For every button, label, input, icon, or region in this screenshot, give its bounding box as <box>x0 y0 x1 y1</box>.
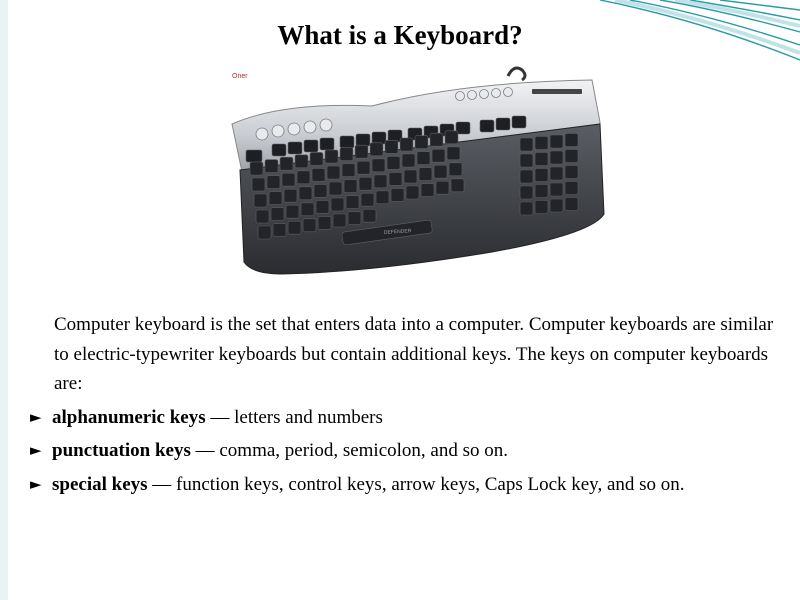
numpad-key <box>520 138 533 151</box>
bullet-arrow-icon: ► <box>30 441 42 459</box>
key <box>432 149 445 162</box>
key <box>359 177 372 190</box>
key <box>363 209 376 222</box>
numpad-key <box>550 167 563 180</box>
key <box>284 189 297 202</box>
key <box>357 161 370 174</box>
key <box>273 224 286 237</box>
keyboard-cable <box>508 68 525 80</box>
numpad-key <box>535 201 548 214</box>
key <box>421 184 434 197</box>
key <box>288 221 301 234</box>
key <box>301 203 314 216</box>
numpad-key <box>535 153 548 166</box>
key <box>344 180 357 193</box>
bullet-item <box>22 436 782 466</box>
key <box>346 196 359 209</box>
numpad-key <box>520 154 533 167</box>
key <box>376 191 389 204</box>
numpad-key <box>520 186 533 199</box>
key <box>406 186 419 199</box>
key <box>271 208 284 221</box>
key <box>333 214 346 227</box>
bullet-item <box>22 470 782 500</box>
key <box>295 155 308 168</box>
key <box>348 212 361 225</box>
key <box>447 147 460 160</box>
key <box>256 210 269 223</box>
key <box>318 216 331 229</box>
key <box>269 192 282 205</box>
key <box>445 131 458 144</box>
numpad-key <box>535 169 548 182</box>
key <box>361 193 374 206</box>
key <box>325 150 338 163</box>
numpad-key <box>550 135 563 148</box>
key <box>417 152 430 165</box>
key <box>430 133 443 146</box>
key <box>372 159 385 172</box>
key <box>303 219 316 232</box>
key <box>370 143 383 156</box>
key <box>451 179 464 192</box>
bullet-desc: — letters and numbers <box>205 406 383 428</box>
key <box>400 138 413 151</box>
key <box>310 152 323 165</box>
slide-title: What is a Keyboard? <box>277 20 523 50</box>
numpad-key <box>550 199 563 212</box>
numpad-key <box>565 150 578 163</box>
key <box>402 154 415 167</box>
bullet-desc: — function keys, control keys, arrow keys, Caps Lock key, and so on. <box>147 473 685 495</box>
brand-mark: Oner <box>232 73 248 80</box>
numpad-key <box>535 185 548 198</box>
key <box>312 168 325 181</box>
numpad-key <box>550 183 563 196</box>
key <box>316 200 329 213</box>
key <box>329 182 342 195</box>
bullet-arrow-icon: ► <box>30 407 42 426</box>
numpad-key <box>565 182 578 195</box>
key <box>355 145 368 158</box>
key <box>250 162 263 175</box>
key <box>297 171 310 184</box>
key <box>342 164 355 177</box>
key <box>415 136 428 149</box>
bullet-arrow-icon: ► <box>30 474 42 493</box>
key <box>282 173 295 186</box>
numpad-key <box>535 137 548 150</box>
key <box>449 163 462 176</box>
numpad-key <box>565 198 578 211</box>
keyboard-brand-text: DEFENDER <box>383 228 412 236</box>
key <box>391 188 404 201</box>
key <box>265 160 278 173</box>
key <box>419 168 432 181</box>
key <box>389 172 402 185</box>
body-content <box>22 310 782 499</box>
numpad-key <box>550 151 563 164</box>
numpad-key <box>565 134 578 147</box>
key <box>436 181 449 194</box>
key <box>286 205 299 218</box>
key <box>374 175 387 188</box>
numpad-key <box>565 166 578 179</box>
key <box>299 187 312 200</box>
bullet-desc: — comma, period, semicolon, and so on. <box>190 440 508 461</box>
key <box>267 176 280 189</box>
bullet-term: punctuation keys <box>52 440 191 461</box>
key <box>254 194 267 207</box>
key <box>387 156 400 169</box>
key <box>331 198 344 211</box>
key <box>258 226 271 239</box>
bullet-term: special keys <box>52 473 148 495</box>
key <box>314 184 327 197</box>
left-accent-bar <box>0 0 8 600</box>
key <box>327 166 340 179</box>
key <box>385 140 398 153</box>
key <box>404 170 417 183</box>
bullet-term: alphanumeric keys <box>52 406 206 428</box>
bullet-item <box>22 403 782 433</box>
key <box>434 165 447 178</box>
key <box>280 157 293 170</box>
numpad-key <box>520 170 533 183</box>
numpad-key <box>520 202 533 215</box>
key <box>252 178 265 191</box>
keyboard-photo <box>222 62 610 288</box>
intro-paragraph: Computer keyboard is the set that enters data into a computer. Computer keyboards are similar to electric-typewriter keyboards but contain additional keys. The keys on computer keyboards are: <box>54 314 774 394</box>
key <box>340 148 353 161</box>
